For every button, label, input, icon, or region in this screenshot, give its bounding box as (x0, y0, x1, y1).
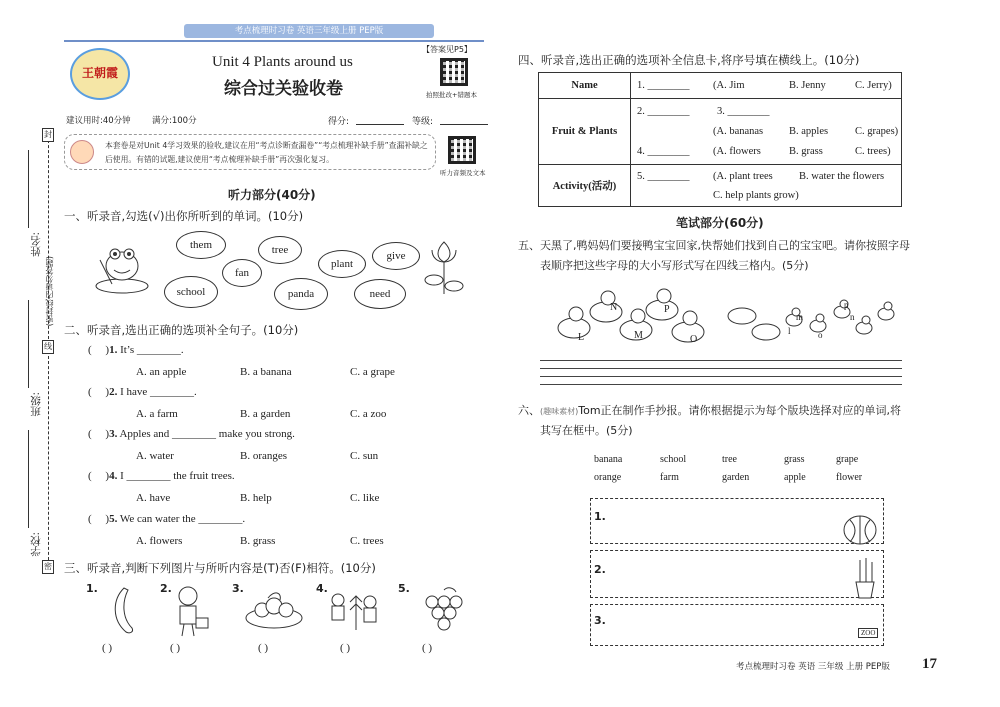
q6-title (518, 402, 901, 418)
notice-box (64, 134, 436, 170)
q3-num-2: 2. (160, 582, 172, 595)
writing-line-3[interactable] (540, 376, 902, 377)
word-oval-fan[interactable]: fan (222, 259, 262, 287)
q6-prefix: 六、 (518, 404, 540, 417)
option: C. Jerry) (855, 80, 892, 91)
box-num-3: 3. (594, 614, 606, 627)
item-number: 4. (109, 470, 118, 482)
q2-3-option-b: B. oranges (240, 450, 288, 462)
blank-5[interactable]: 5. ________ (637, 170, 690, 182)
item-number: 3. (109, 428, 118, 440)
blank-1[interactable]: 1. ________ (637, 80, 690, 91)
duckling-letter-l: l (788, 326, 791, 336)
page-title: 综合过关验收卷 (224, 79, 343, 99)
duckling-letter-o: o (818, 330, 823, 340)
q2-3-option-a: A. water (136, 450, 174, 462)
item-sentence: Apples and ________ make you strong. (119, 428, 295, 440)
boy-picture (170, 584, 210, 638)
q2-1-option-b: B. a banana (240, 366, 292, 378)
duckling-letter-p: p (844, 300, 849, 310)
q3-num-5: 5. (398, 582, 410, 595)
q3-paren-4[interactable]: ( ) (340, 642, 351, 654)
wordbank-grass: grass (784, 454, 805, 465)
row-activity-content (631, 165, 902, 207)
box-num-1: 1. (594, 510, 606, 523)
answer-box-3[interactable] (590, 604, 884, 646)
qr-code-grading (440, 58, 468, 86)
seal-note: (密封线内请勿答题) (45, 256, 54, 327)
word-oval-plant[interactable]: plant (318, 250, 366, 278)
lotus-picture (424, 236, 464, 296)
qr2-caption: 听力音频及文本 (440, 169, 486, 177)
school-underline (28, 430, 29, 528)
frog-picture (92, 240, 154, 296)
qr1-caption: 拍照批改+错题本 (426, 91, 477, 99)
option: (A. Jim (713, 80, 745, 91)
answer-paren[interactable]: ( ) (88, 386, 110, 398)
answers-ref: 【答案见P5】 (422, 45, 472, 54)
q3-title: 三、听录音,判断下列图片与所听内容是(T)否(F)相符。(10分) (64, 561, 376, 575)
duckling-letter-n: n (850, 312, 855, 322)
suggested-time: 建议用时:40分钟 (66, 116, 131, 126)
name-label: 姓名: (30, 232, 42, 257)
q4-title: 四、听录音,选出正确的选项补全信息卡,将序号填在横线上。(10分) (518, 53, 860, 67)
class-underline (28, 300, 29, 388)
watermelon-picture (842, 514, 878, 546)
answer-box-1[interactable] (590, 498, 884, 544)
q3-paren-2[interactable]: ( ) (170, 642, 181, 654)
duck-letter-M: M (634, 330, 643, 341)
word-oval-school[interactable]: school (164, 276, 218, 308)
blank-3[interactable]: 3. ________ (717, 105, 770, 117)
wordbank-apple: apple (784, 472, 806, 483)
q3-paren-3[interactable]: ( ) (258, 642, 269, 654)
fun-material-tag: (趣味素材) (540, 407, 579, 416)
option: B. water the flowers (799, 170, 885, 182)
answer-paren[interactable]: ( ) (88, 428, 110, 440)
row-name-content (631, 73, 902, 99)
duck-letter-N: N (610, 302, 618, 313)
row-label-fruit: Fruit & Plants (539, 99, 631, 165)
answer-box-2[interactable] (590, 550, 884, 598)
banana-picture (104, 586, 142, 636)
duck-letter-L: L (578, 332, 585, 343)
wordbank-grape: grape (836, 454, 859, 465)
writing-line-4[interactable] (540, 384, 902, 385)
row-label-activity: Activity(活动) (539, 165, 631, 207)
blank-4[interactable]: 4. ________ (637, 145, 690, 157)
q2-2-option-b: B. a garden (240, 408, 291, 420)
option: B. apples (789, 125, 829, 137)
q3-paren-5[interactable]: ( ) (422, 642, 433, 654)
info-card-table (538, 72, 902, 207)
q2-item-2 (88, 386, 197, 398)
q3-num-1: 1. (86, 582, 98, 595)
wordbank-farm: farm (660, 472, 679, 483)
row-fruit-content (631, 99, 902, 165)
word-oval-them[interactable]: them (176, 231, 226, 259)
item-number: 5. (109, 513, 118, 525)
score-label: 得分: (328, 117, 350, 127)
duck-letter-O: O (690, 334, 698, 345)
q2-5-option-a: A. flowers (136, 535, 183, 547)
q2-2-option-a: A. a farm (136, 408, 178, 420)
wordbank-banana: banana (594, 454, 623, 465)
option: (A. bananas (713, 125, 764, 137)
q2-4-option-b: B. help (240, 492, 272, 504)
dense-mark: 密 (42, 560, 54, 574)
q6-text: Tom正在制作手抄报。请你根据提示为每个版块选择对应的单词,将 (578, 404, 902, 417)
qr-code-audio (448, 136, 476, 164)
option: (A. plant trees (713, 170, 773, 182)
option: B. Jenny (789, 80, 826, 91)
q2-1-option-c: C. a grape (350, 366, 395, 378)
answer-paren[interactable]: ( ) (88, 513, 110, 525)
q2-5-option-c: C. trees (350, 535, 384, 547)
q3-num-3: 3. (232, 582, 244, 595)
zoo-sign: ZOO (858, 628, 878, 638)
item-sentence: It’s ________. (120, 344, 184, 356)
row-label-name: Name (539, 73, 631, 99)
q2-1-option-a: A. an apple (136, 366, 187, 378)
notice-text: 本套卷是对Unit 4学习效果的验收,建议在用“考点诊断查漏卷”“考点梳理补缺手册”查漏补缺之后使用。有错的试题,建议使用“考点梳理补缺手册”再次强化复习。 (105, 141, 428, 164)
word-oval-need[interactable]: need (354, 279, 406, 309)
blank-2[interactable]: 2. ________ (637, 105, 690, 117)
item-sentence: I have ________. (120, 386, 197, 398)
fruit-plate-picture (244, 588, 304, 632)
option: C. trees) (855, 145, 891, 157)
listening-title: 听力部分(40分) (228, 188, 316, 202)
word-oval-tree[interactable]: tree (258, 236, 302, 264)
full-score: 满分:100分 (152, 116, 197, 126)
duckling-letter-m: m (796, 312, 804, 322)
box-num-2: 2. (594, 563, 606, 576)
q2-3-option-c: C. sun (350, 450, 379, 462)
word-oval-give[interactable]: give (372, 242, 420, 270)
q2-title: 二、听录音,选出正确的选项补全句子。(10分) (64, 323, 299, 337)
word-oval-panda[interactable]: panda (274, 278, 328, 310)
item-number: 2. (109, 386, 118, 398)
grapes-picture (418, 586, 466, 634)
q1-title: 一、听录音,勾选(√)出你所听到的单词。(10分) (64, 209, 304, 223)
q5-title-line2: 表顺序把这些字母的大小写形式写在四线三格内。(5分) (540, 259, 809, 272)
q2-4-option-a: A. have (136, 492, 171, 504)
wordbank-orange: orange (594, 472, 622, 483)
brand-logo (70, 48, 130, 100)
answer-paren[interactable]: ( ) (88, 344, 110, 356)
wordbank-school: school (660, 454, 687, 465)
page-number: 17 (922, 656, 937, 672)
q2-item-5 (88, 513, 245, 525)
seal-mark: 封 (42, 128, 54, 142)
q2-2-option-c: C. a zoo (350, 408, 387, 420)
q2-item-1 (88, 344, 184, 356)
header-rule (64, 40, 484, 42)
item-number: 1. (109, 344, 118, 356)
grade-field[interactable] (440, 124, 488, 125)
item-sentence: I ________ the fruit trees. (120, 470, 235, 482)
q6-title-line2: 其写在框中。(5分) (540, 424, 633, 437)
q3-num-4: 4. (316, 582, 328, 595)
class-label: 班级: (30, 392, 42, 417)
logo-text: 王朝霞 (81, 66, 118, 80)
q2-4-option-c: C. like (350, 492, 380, 504)
top-banner: 考点梳理时习卷 英语三年级上册 PEP版 (184, 24, 434, 38)
item-sentence: We can water the ________. (119, 513, 246, 525)
option: C. help plants grow) (713, 189, 799, 201)
wordbank-tree: tree (722, 454, 737, 465)
plant-pot-picture (852, 556, 878, 600)
q3-paren-1[interactable]: ( ) (102, 642, 113, 654)
grade-label: 等级: (412, 117, 434, 127)
footer-text: 考点梳理时习卷 英语 三年级 上册 PEP版 (736, 662, 890, 672)
q2-item-4 (88, 470, 235, 482)
option: B. grass (789, 145, 823, 157)
writing-line-1[interactable] (540, 360, 902, 361)
line-mark: 线 (42, 340, 54, 354)
writing-title: 笔试部分(60分) (676, 216, 764, 230)
wordbank-garden: garden (722, 472, 750, 483)
q2-5-option-b: B. grass (240, 535, 276, 547)
q2-item-3 (88, 428, 295, 440)
unit-title: Unit 4 Plants around us (212, 54, 353, 70)
option: C. grapes) (855, 125, 899, 137)
children-planting-picture (326, 590, 378, 634)
q5-title: 五、天黑了,鸭妈妈们要接鸭宝宝回家,快帮她们找到自己的宝宝吧。请你按照字母 (518, 239, 910, 252)
school-label: 学校: (30, 532, 42, 557)
option: (A. flowers (713, 145, 761, 157)
answer-paren[interactable]: ( ) (88, 470, 110, 482)
wordbank-flower: flower (836, 472, 863, 483)
writing-line-2[interactable] (540, 368, 902, 369)
score-field[interactable] (356, 124, 404, 125)
name-underline (28, 150, 29, 228)
duck-letter-P: P (664, 304, 670, 315)
